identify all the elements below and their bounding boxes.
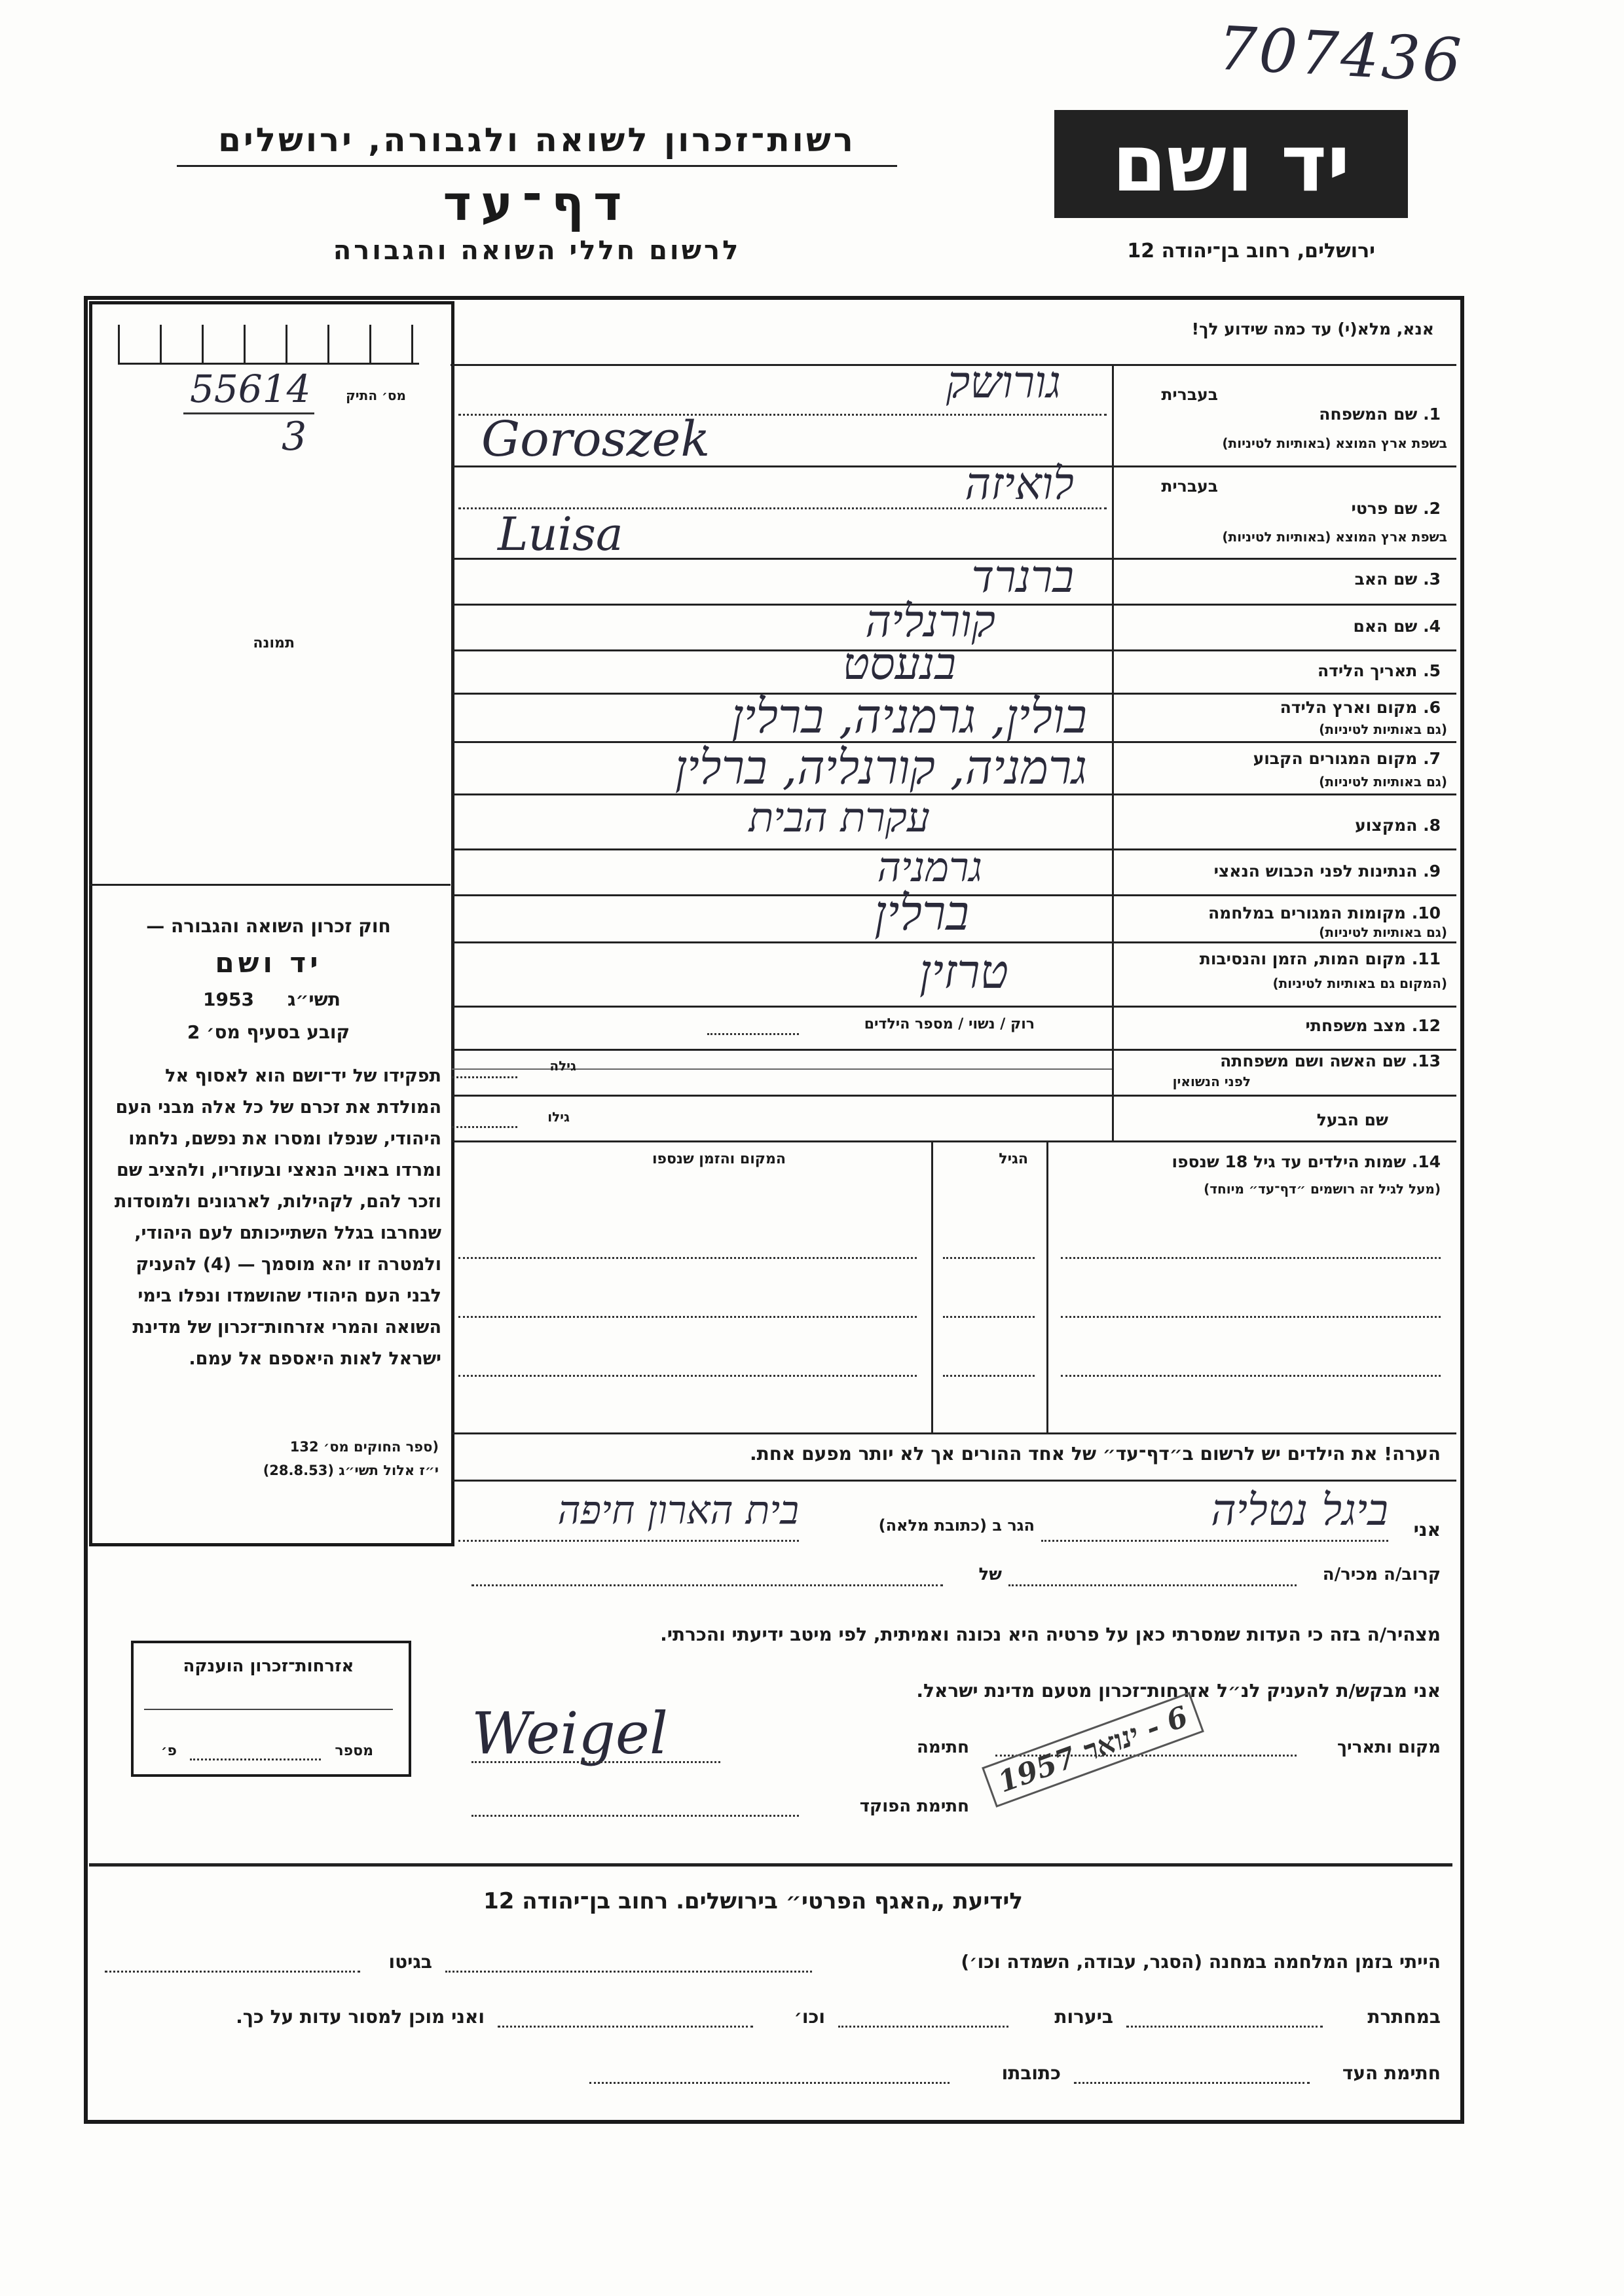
footer-line2c: וכו׳: [794, 2006, 825, 2028]
footer-line3b: כתובתו: [1001, 2062, 1061, 2084]
law-ref-1: (ספר החוקים מס׳ 132: [289, 1439, 439, 1455]
row8-label: 8. המקצוע: [1355, 816, 1441, 835]
law-section: קובע בסעיף מס׳ 2: [187, 1021, 350, 1043]
file-no-label: מס׳ התיק: [346, 388, 406, 403]
decl-resides-label: הגר ב (כתובת מלאה): [878, 1516, 1035, 1535]
law-text: תפקידו של יד־ושם הוא לאסוף אל המולדת את זכרם של כל אלה מבני העם היהודי, שנפלו ומסרו את נפשם, נלחמו ומרדו באויב הנאצי ובעוזריו, ולהציב שם וזכר להם, לקהילות, לארגונים ולמוסדות שנחרבו בגלל השתייכותם לעם היהודי, ולמטרה זו יהא מוסמך — (4) להעניק לבני העם היהודי שהושמדו ונפלו בימי השואה והמרי אזרחות־זכרון של מדינת ישראל לאות היאספם אל עמם.: [114, 1066, 441, 1369]
note-bottom-line: [452, 1480, 1456, 1482]
footer-line1b: בגיטו: [388, 1951, 432, 1973]
row6-sub: (גם באותיות לטיניות): [1319, 721, 1447, 737]
row2-value-he: לואיזה: [965, 458, 1074, 510]
decl-relative-label: קרוב/ה מכיר/ה: [1322, 1565, 1441, 1584]
photo-label: תמונה: [253, 635, 295, 651]
row1-heb-tag: בעברית: [1161, 385, 1218, 404]
decl-place-date-label: מקום ותאריך: [1337, 1738, 1441, 1757]
citizenship-sign: פ׳: [160, 1743, 177, 1759]
row3-label: 3. שם האב: [1354, 570, 1441, 589]
row13-label: 13. שם האשה ושם משפחתה: [1220, 1051, 1441, 1070]
date-stamp: 6 - ינואר 1957: [982, 1692, 1204, 1808]
file-no-value: 55614: [190, 367, 311, 411]
decl-i-label: אני: [1413, 1519, 1441, 1540]
row8-value: עקרת הבית: [748, 793, 930, 841]
decl-declare-text: מצהיר/ה בזה כי העדות שמסרתי כאן על פרטיה היא נכונה ואמיתית, לפי מיטב ידיעתי והכרתי.: [660, 1624, 1441, 1645]
footer-line2a: במחתרת: [1367, 2006, 1441, 2028]
row10-sub: (גם באותיות לטיניות): [1319, 924, 1447, 940]
row11-sub: (המקום גם באותיות לטיניות): [1272, 975, 1447, 991]
law-year-heb: תשי״ג: [287, 989, 341, 1010]
row11-label: 11. מקום המות, הזמן והנסיבות: [1199, 949, 1441, 968]
decl-officer-label: חתימת הפוקד: [859, 1796, 969, 1816]
row12-options: רוק / נשוי / מספר הילדים: [864, 1016, 1035, 1032]
yad-vashem-logo: [1054, 110, 1408, 218]
archive-number: 707436: [1216, 13, 1466, 96]
children-place-header: המקום והזמן שנספו: [652, 1151, 786, 1167]
decl-signature-label: חתימה: [917, 1738, 969, 1757]
citizenship-title: אזרחות־זכרון הוענקה: [183, 1656, 354, 1676]
footer-line2d: ואני מוכן למסור עדות על כך.: [236, 2006, 485, 2028]
fields-value-divider: [452, 364, 454, 1140]
note-top-line: [452, 1432, 1456, 1434]
row1-value-he: גורושק: [946, 357, 1061, 409]
tick-marks: [118, 325, 419, 365]
row9-value: גרמניה: [877, 843, 982, 891]
husband-extra: גילו: [547, 1109, 570, 1125]
row9-label: 9. הנתינות לפני הכבוש הנאצי: [1213, 862, 1441, 881]
citizenship-number-label: מספר: [335, 1743, 373, 1759]
footer-line2b: ביערות: [1054, 2006, 1113, 2028]
footer-separator: [89, 1863, 1452, 1867]
row6-value: בולין, גרמניה, ברלין: [731, 689, 1087, 744]
children-age-header: הגיל: [999, 1151, 1028, 1167]
declarant-name: ביגל נטליה: [1211, 1485, 1388, 1535]
law-ref-2: י״ז אלול תשי״ג (28.8.53): [263, 1463, 439, 1478]
children-age-divider-right: [1046, 1140, 1048, 1434]
decl-signature-value: Weigel: [471, 1700, 669, 1767]
row5-value: בנעסט: [842, 638, 956, 690]
row13-extra: גילה: [549, 1058, 576, 1074]
footer-line1a: הייתי בזמן המלחמה במחנה (הסגר, עבודה, השמדה וכו׳): [961, 1951, 1441, 1973]
law-title: חוק זכרון השואה והגבורה —: [146, 915, 391, 937]
row7-sub: (גם באותיות לטיניות): [1319, 774, 1447, 790]
decl-request-text: אני מבקש/ת להעניק לנ״ל אזרחות־זכרון מטעם מדינת ישראל.: [916, 1680, 1441, 1702]
row13-sub: לפני הנשואין: [1172, 1074, 1251, 1089]
children-label: 14. שמות הילדים עד גיל 18 שנספו: [1172, 1152, 1441, 1171]
authority-name: רשות־זכרון לשואה ולגבורה, ירושלים: [218, 121, 856, 159]
address: ירושלים, רחוב בן־יהודה 12: [1127, 240, 1375, 263]
row2-heb-tag: בעברית: [1161, 477, 1218, 496]
logo-text: יד ושם: [1112, 118, 1350, 210]
row1-value-latin: Goroszek: [481, 411, 710, 467]
row3-value: ברנרד: [971, 551, 1074, 603]
row10-value: ברלין: [874, 885, 969, 941]
authority-underline: [177, 165, 897, 167]
husband-label: שם הבעל: [1316, 1110, 1388, 1129]
file-no-sub: 3: [282, 414, 307, 460]
row1-label: 1. שם המשפחה: [1319, 405, 1441, 424]
footer-line3a: חתימת העד: [1342, 2062, 1441, 2084]
row11-value: טרזין: [919, 944, 1008, 999]
decl-of-label: של: [978, 1565, 1002, 1584]
children-sub: (מעל לגיל זה רושמים ״דף־עד״ מיוחד): [1204, 1181, 1441, 1197]
decl-address-value: בית הארון חיפה: [557, 1487, 799, 1533]
fields-label-divider: [1112, 364, 1114, 1140]
row2-sub: בשפת ארץ המוצא (באותיות לטיניות): [1222, 529, 1447, 545]
children-age-divider-left: [931, 1140, 933, 1434]
row1-sub: בשפת ארץ המוצא (באותיות לטיניות): [1222, 435, 1447, 451]
law-name: יד ושם: [215, 947, 322, 979]
row2-value-latin: Luisa: [498, 507, 623, 561]
form-subtitle: לרשום חללי השואה והגבורה: [333, 236, 741, 266]
appeal-text: אנא, מלא(י) עד כמה שידוע לך!: [1191, 319, 1434, 338]
row6-label: 6. מקום וארץ הלידה: [1280, 698, 1441, 717]
row5-label: 5. תאריך הלידה: [1318, 661, 1441, 680]
row12-label: 12. מצב משפחתי: [1305, 1016, 1441, 1035]
row4-value: קורנליה: [865, 596, 995, 647]
law-year: 1953: [203, 989, 254, 1010]
row7-value: גרמניה, קורנליה, ברלין: [674, 740, 1087, 795]
row10-label: 10. מקומות המגורים במלחמה: [1208, 903, 1441, 922]
row2-label: 2. שם פרטי: [1351, 499, 1441, 518]
note-text: הערה! את הילדים יש לרשום ב״דף־עד״ של אחד ההורים אך לא יותר מפעם אחת.: [749, 1443, 1441, 1465]
row4-label: 4. שם האם: [1353, 617, 1441, 636]
footer-title: לידיעת „האגף הפרטי״ בירושלים. רחוב בן־יהודה 12: [483, 1888, 1023, 1914]
form-title: דף־עד: [443, 175, 631, 232]
row7-label: 7. מקום המגורים הקבוע: [1253, 749, 1441, 768]
left-col-separator: [89, 884, 451, 886]
